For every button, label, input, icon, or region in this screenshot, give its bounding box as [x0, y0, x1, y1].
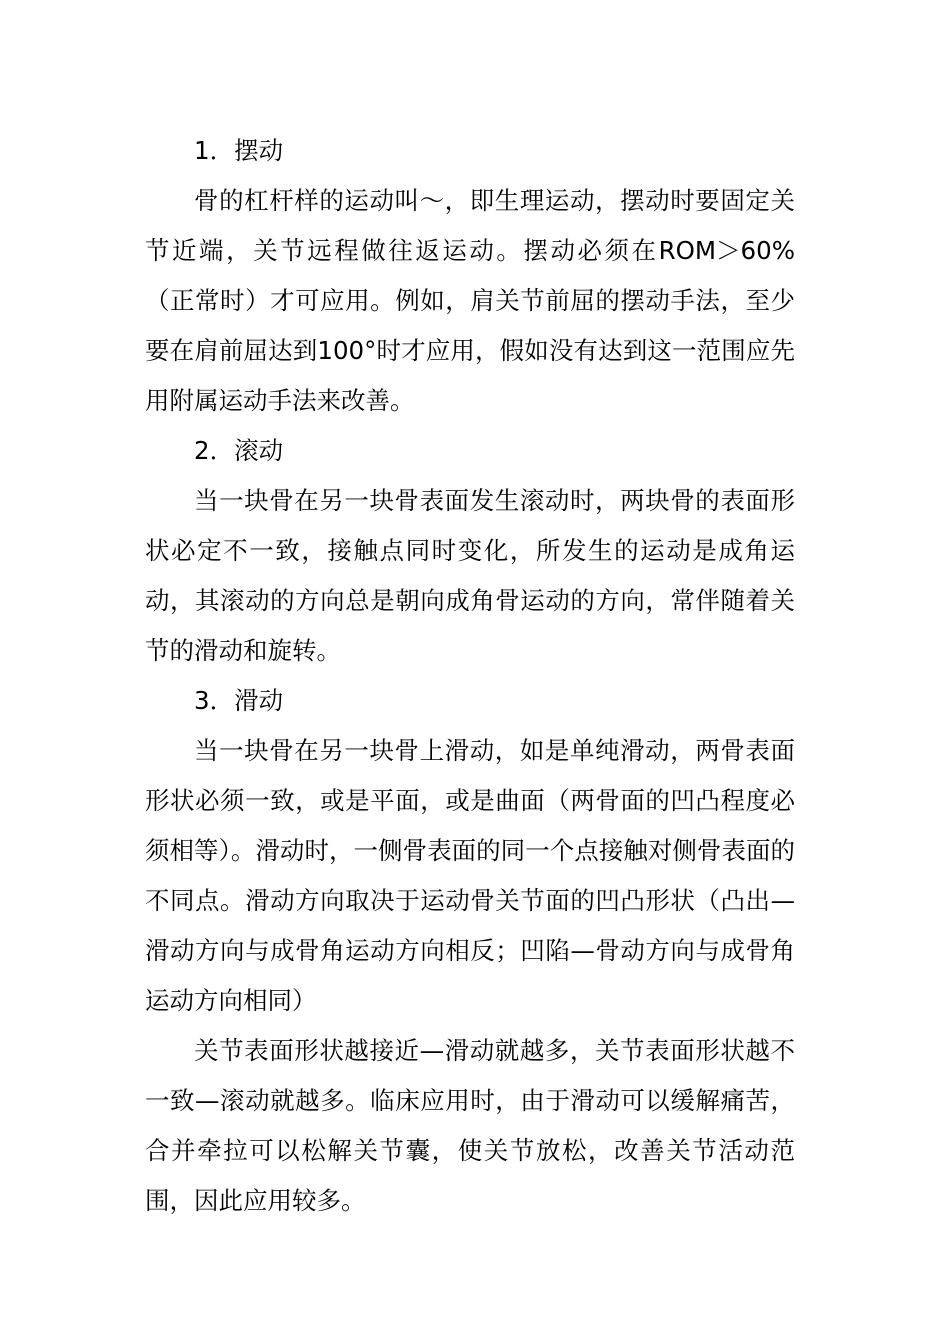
section-heading-roll: 2．滚动	[194, 436, 284, 465]
paragraph-clinical-application: 关节表面形状越接近—滑动就越多，关节表面形状越不一致—滚动就越多。临床应用时，由于滑动可以缓解痛苦，合并牵拉可以松解关节囊，使关节放松，改善关节活动范围，因此应用较多。	[145, 1036, 795, 1215]
section-heading-swing: 1．摆动	[194, 136, 284, 165]
paragraph-roll: 当一块骨在另一块骨表面发生滚动时，两块骨的表面形状必定不一致，接触点同时变化，所发生的运动是成角运动，其滚动的方向总是朝向成角骨运动的方向，常伴随着关节的滑动和旋转。	[145, 486, 795, 665]
document-page	[145, 126, 795, 1226]
section-heading-slide: 3．滑动	[194, 686, 284, 715]
paragraph-swing: 骨的杠杆样的运动叫～，即生理运动，摆动时要固定关节近端，关节远程做往返运动。摆动必须在ROM＞60%（正常时）才可应用。例如，肩关节前屈的摆动手法，至少要在肩前屈达到100°时才应用，假如没有达到这一范围应先用附属运动手法来改善。	[145, 186, 795, 415]
paragraph-slide: 当一块骨在另一块骨上滑动，如是单纯滑动，两骨表面形状必须一致，或是平面，或是曲面（两骨面的凹凸程度必须相等）。滑动时，一侧骨表面的同一个点接触对侧骨表面的不同点。滑动方向取决于运动骨关节面的凹凸形状（凸出—滑动方向与成骨角运动方向相反；凹陷—骨动方向与成骨角运动方向相同）	[145, 736, 795, 1015]
